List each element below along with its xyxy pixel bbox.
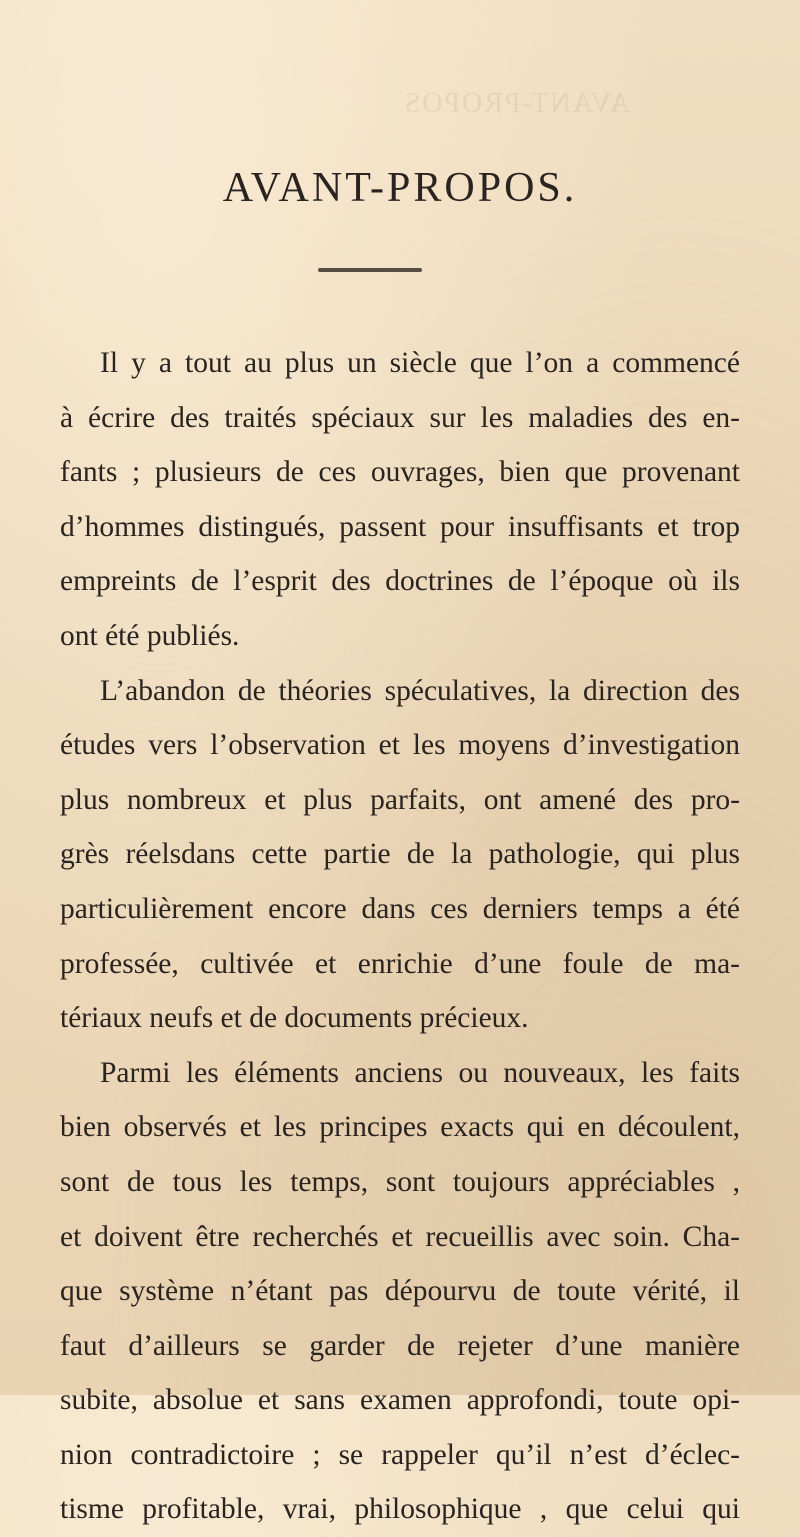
text-line: subite, absolue et sans examen approfondi, toute opi- <box>60 1384 740 1417</box>
text-line: fants ; plusieurs de ces ouvrages, bien que provenant <box>60 456 740 489</box>
text-line: tériaux neufs et de documents précieux. <box>60 1002 529 1035</box>
text-line: Il y a tout au plus un siècle que l’on a commencé <box>100 347 740 379</box>
text-line: et doivent être recherchés et recueillis avec soin. Cha- <box>60 1220 740 1253</box>
show-through-text: AVANT-PROPOS <box>402 88 630 119</box>
text-line: Parmi les éléments anciens ou nouveaux, les faits <box>100 1056 740 1089</box>
text-line: tisme profitable, vrai, philosophique , que celui qui <box>60 1493 740 1526</box>
text-line: grès réelsdans cette partie de la pathologie, qui plus <box>60 838 740 871</box>
text-line: études vers l’observation et les moyens d’investigation <box>60 729 740 762</box>
text-line: professée, cultivée et enrichie d’une foule de ma- <box>60 947 740 980</box>
text-line: empreints de l’esprit des doctrines de l’époque où ils <box>60 565 740 598</box>
text-line: que système n’étant pas dépourvu de toute vérité, il <box>60 1275 740 1308</box>
text-line: d’hommes distingués, passent pour insuffisants et trop <box>60 510 740 543</box>
text-line: ont été publiés. <box>60 619 240 652</box>
text-line: sont de tous les temps, sont toujours appréciables , <box>60 1165 740 1198</box>
text-line: faut d’ailleurs se garder de rejeter d’une manière <box>60 1329 740 1362</box>
text-line: L’abandon de théories spéculatives, la direction des <box>100 674 740 707</box>
text-line: à écrire des traités spéciaux sur les maladies des en- <box>60 401 740 434</box>
body-text <box>60 336 740 1537</box>
text-line: nion contradictoire ; se rappeler qu’il n’est d’éclec- <box>60 1438 740 1471</box>
text-line: particulièrement encore dans ces derniers temps a été <box>60 892 740 925</box>
page-title: AVANT-PROPOS. <box>222 165 578 211</box>
text-line: bien observés et les principes exacts qui en découlent, <box>60 1111 740 1144</box>
title-divider <box>318 268 422 272</box>
text-line: plus nombreux et plus parfaits, ont amené des pro- <box>60 783 740 816</box>
